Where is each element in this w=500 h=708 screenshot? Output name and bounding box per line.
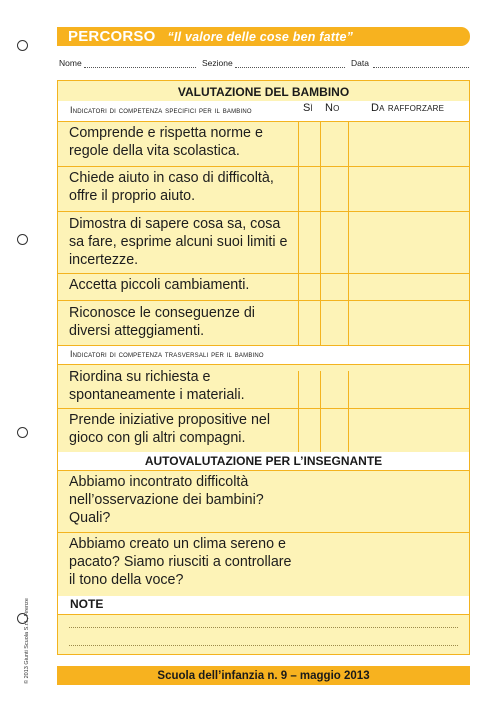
binder-hole-2 bbox=[17, 234, 28, 245]
date-label: Data bbox=[351, 58, 369, 68]
indicator-text: Riordina su richiesta e spontaneamente i materiali. bbox=[69, 369, 245, 403]
indicator-text: Dimostra di sapere cosa sa, cosa sa fare, esprime alcuni suoi limiti e incertezze. bbox=[69, 216, 288, 268]
eval-title-bar bbox=[58, 81, 469, 102]
col-header-yes: Sì bbox=[303, 102, 313, 114]
self-eval-question: Abbiamo incontrato difficoltà nell’osservazione dei bambini? Quali? bbox=[69, 474, 264, 526]
table-row bbox=[58, 166, 469, 212]
indicator-text: Riconosce le conseguenze di diversi atteggiamenti. bbox=[69, 305, 255, 339]
binder-hole-3 bbox=[17, 427, 28, 438]
indicator-text: Comprende e rispetta norme e regole della vita scolastica. bbox=[69, 125, 263, 159]
name-field[interactable] bbox=[84, 59, 196, 68]
indicator-text: Accetta piccoli cambiamenti. bbox=[69, 277, 250, 293]
indicator-text: Prende iniziative propositive nel gioco con gli altri compagni. bbox=[69, 412, 271, 446]
binder-hole-1 bbox=[17, 40, 28, 51]
notes-title-bar bbox=[58, 596, 469, 615]
evaluation-card bbox=[57, 80, 470, 655]
table-row bbox=[58, 211, 469, 274]
name-label: Nome bbox=[59, 58, 82, 68]
col-header-no: No bbox=[325, 102, 340, 114]
col-header-reinforce: Da rafforzare bbox=[371, 102, 445, 114]
notes-line-1[interactable] bbox=[69, 626, 458, 628]
table-row bbox=[58, 300, 469, 346]
date-field[interactable] bbox=[373, 59, 469, 68]
transversal-header-row bbox=[58, 345, 469, 365]
self-eval-row bbox=[58, 470, 469, 533]
header-banner bbox=[57, 27, 470, 46]
self-eval-title: AUTOVALUTAZIONE PER L’INSEGNANTE bbox=[144, 454, 383, 468]
indicator-text: Chiede aiuto in caso di difficoltà, offre il proprio aiuto. bbox=[69, 170, 274, 204]
info-fields bbox=[59, 58, 469, 72]
table-row bbox=[58, 408, 469, 453]
eval-title: VALUTAZIONE DEL BAMBINO bbox=[177, 85, 350, 99]
footer-text: Scuola dell’infanzia n. 9 – maggio 2013 bbox=[157, 669, 370, 682]
self-eval-title-bar bbox=[58, 452, 469, 471]
copyright-text: © 2013 Giunti Scuola S.r.l., Firenze bbox=[24, 598, 30, 684]
header-prefix: PERCORSO bbox=[68, 28, 156, 45]
section-field[interactable] bbox=[235, 59, 345, 68]
transversal-header: Indicatori di competenza trasversali per il bambino bbox=[70, 349, 264, 359]
table-row bbox=[58, 364, 469, 409]
table-row bbox=[58, 121, 469, 167]
footer-bar bbox=[57, 666, 470, 685]
column-header-row bbox=[58, 101, 469, 122]
col-header-indicators: Indicatori di competenza specifici per il bambino bbox=[70, 105, 252, 115]
table-row bbox=[58, 273, 469, 301]
section-label: Sezione bbox=[202, 58, 233, 68]
self-eval-question: Abbiamo creato un clima sereno e pacato? Siamo riusciti a controllare il tono della voce? bbox=[69, 536, 292, 588]
notes-line-2[interactable] bbox=[69, 644, 458, 646]
notes-title: NOTE bbox=[70, 597, 104, 611]
header-title: “Il valore delle cose ben fatte” bbox=[167, 29, 354, 44]
self-eval-row bbox=[58, 532, 469, 597]
